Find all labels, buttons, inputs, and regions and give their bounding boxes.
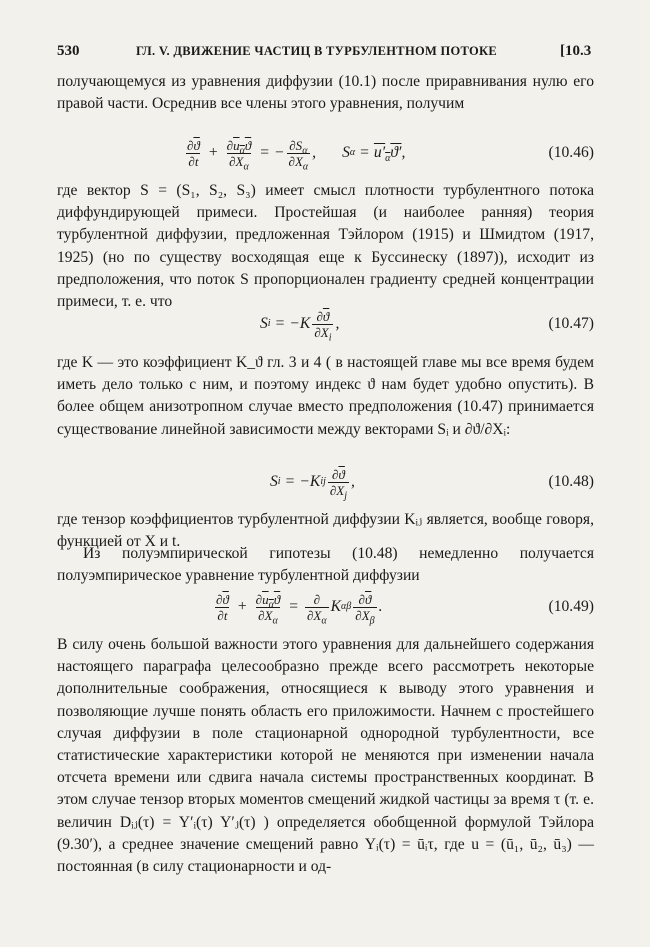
equation-number: (10.48)	[548, 473, 594, 490]
equation-10-48-body: S i = −K ij $\frac{\partial\overline{ϑ}}{\partial X_j}$ ,	[270, 466, 355, 502]
equation-10-46-body: $\frac{\partial\overline{ϑ}}{\partial t}$ + $\frac{\partial u_\alpha ϑ}{\partial X_\alpha}$ = − $\frac{\partial S_\alpha}{\partial X_\alpha}$ , S α = $u'_\alpha ϑ'$ ,	[187, 137, 406, 173]
paragraph-intro: получающемуся из уравнения диффузии (10.1) после приравнивания нулю его правой части. Осреднив все члены этого уравнения, получим	[57, 73, 594, 113]
paragraph-hypothesis: Из полуэмпирической гипотезы (10.48) немедленно получается полуэмпирическое уравнение турбулентной диффузии	[57, 545, 594, 585]
equation-number: (10.49)	[548, 598, 594, 615]
paragraph-coefficient: где K — это коэффициент K_ϑ гл. 3 и 4 ( в настоящей главе мы все время будем иметь дело только с ним, и поэтому индекс ϑ нам будет удобно опустить). В более общем анизотропном случае вместо предположения (10.47) принимается существование линейной зависимости между векторами Sᵢ и ∂ϑ/∂Xᵢ:	[57, 354, 594, 438]
page-number: 530	[57, 43, 80, 59]
equation-number: (10.46)	[548, 144, 594, 161]
running-head-title: ГЛ. V. ДВИЖЕНИЕ ЧАСТИЦ В ТУРБУЛЕНТНОМ ПОТОКЕ	[136, 44, 498, 58]
equation-10-49-body: $\frac{\partial\overline{ϑ}}{\partial t}$ + $\frac{\partial u_\alpha ϑ}{\partial X_\alpha}$ = $\frac{\partial}{\partial X_\alpha}$ K αβ $\frac{\partial\overline{ϑ}}{\partial X_\beta}$ .	[216, 591, 383, 627]
equation-10-49	[57, 590, 594, 627]
paragraph-discussion: В силу очень большой важности этого уравнения для дальнейшего содержания настоящего параграфа целесообразно прежде всего рассмотреть некоторые дополнительные соображения, относящиеся к выводу этого уравнения и позволяющие лучше понять область его приложимости. Начнем с простейшего случая диффузии в поле стационарной однородной турбулентности, все статистические характеристики которой не меняются при изменении начала отсчета времени или сдвига начала системы пространственных координат. В этом случае тензор вторых моментов смещений жидкой частицы за время τ (т. е. величин Dᵢⱼ(τ) = Y′ᵢ(τ) Y′ⱼ(τ) ) определяется обобщенной формулой Тэйлора (9.30′), а среднее значение смещений равно Yᵢ(τ) = ūᵢτ, где u = (ū₁, ū₂, ū₃) — постоянная (в силу стационарности и од-	[57, 636, 594, 876]
section-marker: [10.3	[560, 43, 592, 59]
equation-number: (10.47)	[548, 315, 594, 332]
equation-10-47-body: S i = −K $\frac{\partial\overline{ϑ}}{\partial X_i}$ ,	[260, 308, 340, 344]
equation-10-46	[57, 136, 594, 173]
paragraph-flux-definition: где вектор S = (S₁, S₂, S₃) имеет смысл плотности турбулентного потока диффундирующей примеси. Простейшая (и наиболее ранняя) теория турбулентной диффузии, предложенная Тэйлором (1915) и Шмидтом (1917, 1925) (но по существу восходящая еще к Буссинеску (1897)), исходит из предположения, что поток S пропорционален градиенту средней концентрации примеси, т. е. что	[57, 182, 594, 311]
equation-10-48	[57, 465, 594, 502]
equation-10-47	[57, 307, 594, 344]
paragraph-tensor: где тензор коэффициентов турбулентной диффузии Kᵢⱼ является, вообще говоря, функцией от X и t.	[57, 511, 594, 551]
